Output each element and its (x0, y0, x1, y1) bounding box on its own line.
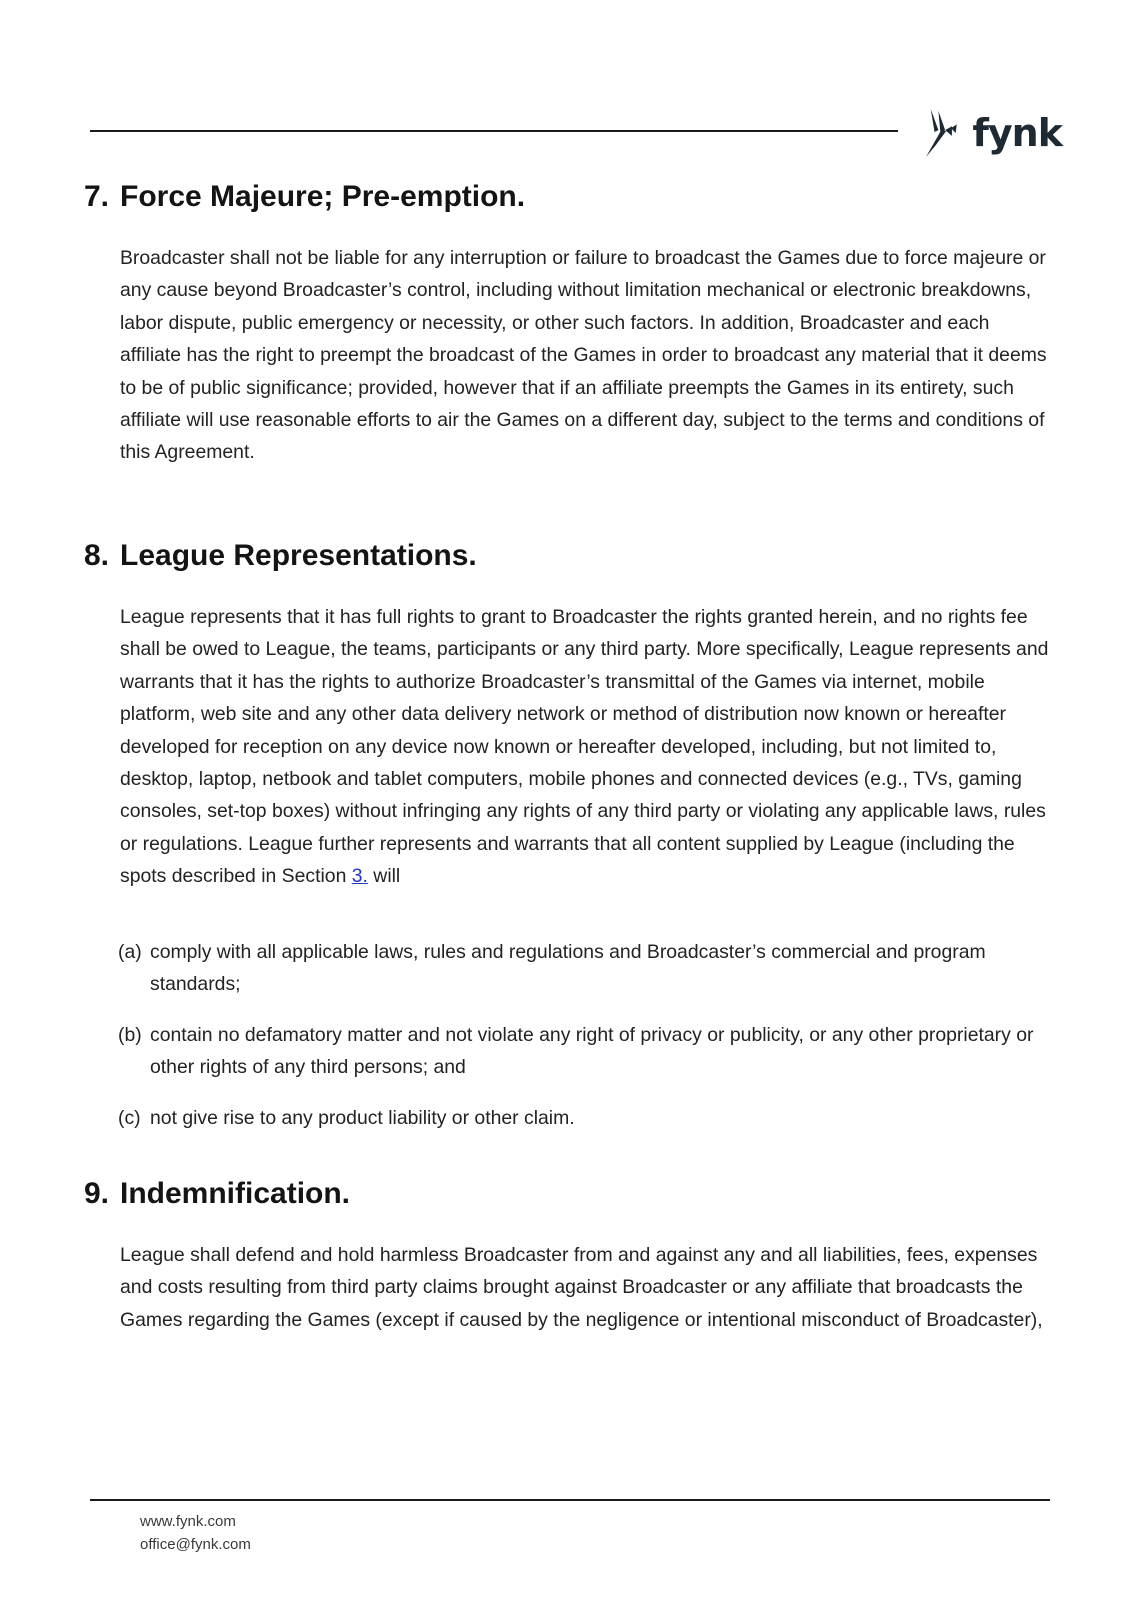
list-marker: (b) (118, 1024, 142, 1046)
section-number: 9. (84, 1177, 110, 1210)
section-8-paragraph (120, 601, 1055, 893)
header-divider (90, 130, 898, 132)
section-9-paragraph: League shall defend and hold harmless Broadcaster from and against any and all liabilities, fees, expenses and costs resulting from third party claims brought against Broadcaster or any affiliate that broadcasts the Games regarding the Games (except if caused by the negligence or intentional misconduct of Broadcaster), (120, 1244, 1043, 1331)
fynk-logo (922, 105, 1062, 161)
section-3-link[interactable]: 3. (351, 865, 368, 888)
paragraph-text: will (367, 865, 401, 888)
section-8-title (84, 539, 477, 573)
section-9-title (84, 1177, 350, 1211)
section-7-paragraph: Broadcaster shall not be liable for any interruption or failure to broadcast the Games due to force majeure or any cause beyond Broadcaster’s control, including without limitation mechanical or electronic breakdowns, labor dispute, public emergency or necessity, or other such factors. In addition, Broadcaster and each affiliate has the right to preempt the broadcast of the Games in order to broadcast any material that it deems to be of public significance; provided, however that if an affiliate preempts the Games in its entirety, such affiliate will use reasonable efforts to air the Games on a different day, subject to the terms and conditions of this Agreement. (120, 247, 1047, 464)
section-heading: Indemnification. (120, 1177, 351, 1210)
list-item-text: not give rise to any product liability or other claim. (150, 1107, 575, 1129)
section-heading: League Representations. (120, 539, 477, 572)
bird-logo-icon (922, 106, 966, 160)
list-item (118, 1019, 1048, 1084)
footer-website[interactable]: www.fynk.com (140, 1513, 236, 1530)
section-number: 7. (84, 180, 110, 213)
list-item-text: comply with all applicable laws, rules and regulations and Broadcaster’s commercial and program standards; (150, 941, 986, 996)
list-item-text: contain no defamatory matter and not violate any right of privacy or publicity, or any other proprietary or other rights of any third persons; and (150, 1024, 1034, 1079)
footer-divider (90, 1499, 1050, 1501)
list-item (118, 1102, 1048, 1134)
logo-text: fynk (972, 111, 1062, 155)
list-item (118, 936, 1048, 1001)
section-heading: Force Majeure; Pre-emption. (120, 180, 526, 213)
list-marker: (c) (118, 1107, 141, 1129)
section-7-title (84, 180, 525, 214)
section-number: 8. (84, 539, 110, 572)
footer-email[interactable]: office@fynk.com (140, 1536, 251, 1553)
list-marker: (a) (118, 941, 142, 963)
paragraph-text: League represents that it has full rights to grant to Broadcaster the rights granted herein, and no rights fee shall be owed to League, the teams, participants or any third party. More specifically, League represents and warrants that it has the rights to authorize Broadcaster’s transmittal of the Games via internet, mobile platform, web site and any other data delivery network or method of distribution now known or hereafter developed for reception on any device now known or hereafter developed, including, but not limited to, desktop, laptop, netbook and tablet computers, mobile phones and connected devices (e.g., TVs, gaming consoles, set-top boxes) without infringing any rights of any third party or violating any applicable laws, rules or regulations. League further represents and warrants that all content supplied by League (including the spots described in Section (120, 606, 1049, 888)
